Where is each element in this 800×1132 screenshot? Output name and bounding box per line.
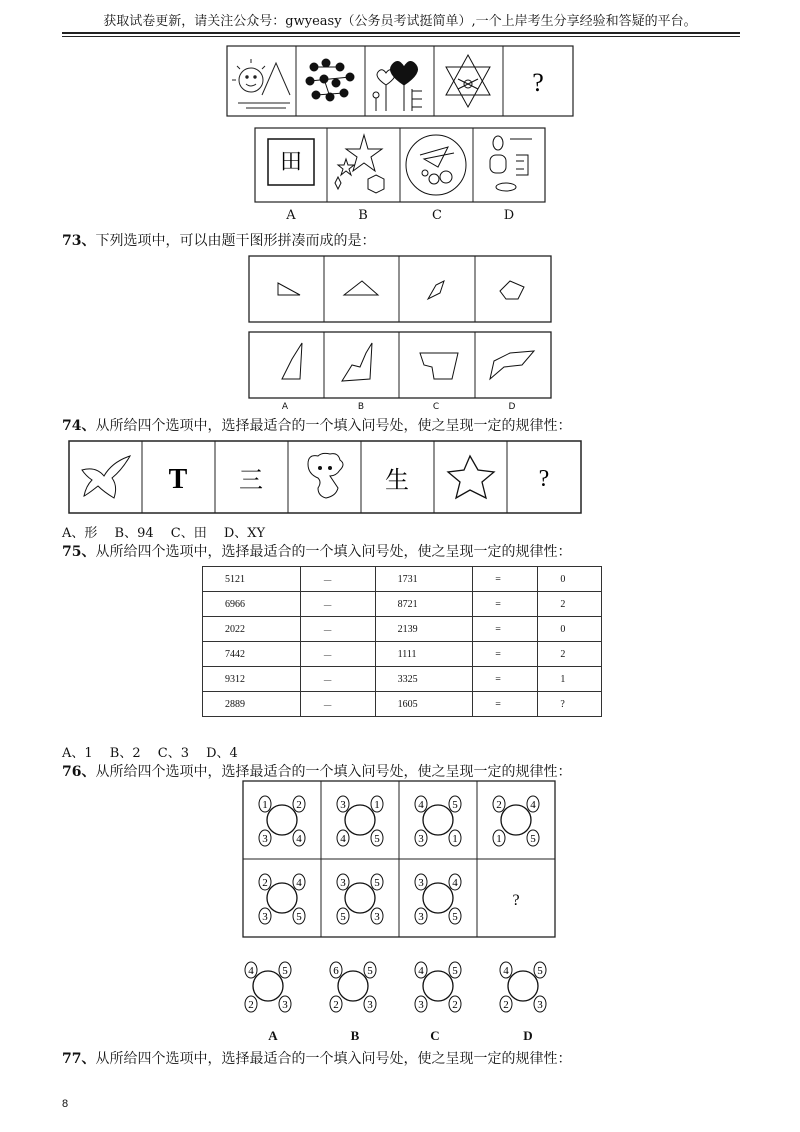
oval-number: 3 xyxy=(282,999,288,1011)
center-circle xyxy=(423,805,453,835)
table-cell: = xyxy=(473,567,538,592)
table-row xyxy=(203,617,602,642)
q75-table xyxy=(202,566,602,717)
table-cell: 1 xyxy=(538,667,602,692)
table-cell: = xyxy=(473,692,538,717)
oval-number: 2 xyxy=(496,799,502,811)
page-number: 8 xyxy=(62,1098,69,1110)
center-circle xyxy=(345,805,375,835)
oval-number: 2 xyxy=(296,799,302,811)
table-cell: 2889 xyxy=(203,692,301,717)
oval-number: 3 xyxy=(418,877,424,889)
q73-question-figure xyxy=(248,255,552,323)
oval-number: 1 xyxy=(496,833,502,845)
q73-option-b-label: B xyxy=(357,402,365,412)
oval-number: 3 xyxy=(340,799,346,811)
q76-option-c-label: C xyxy=(430,1028,440,1043)
q72-options-figure xyxy=(254,127,546,203)
oval-number: 3 xyxy=(262,911,268,923)
center-circle xyxy=(267,883,297,913)
q74-question-mark: ? xyxy=(538,466,550,492)
center-circle xyxy=(267,805,297,835)
center-circle xyxy=(508,971,538,1001)
table-cell: － xyxy=(300,617,375,642)
center-circle xyxy=(423,971,453,1001)
oval-number: 4 xyxy=(452,877,458,889)
oval-number: 1 xyxy=(262,799,268,811)
table-cell: － xyxy=(300,592,375,617)
oval-number: 1 xyxy=(452,833,458,845)
q73-option-c-label: C xyxy=(432,402,440,412)
q77-title: 77、从所给四个选项中，选择最适合的一个填入问号处，使之呈现一定的规律性： xyxy=(62,1051,572,1067)
table-row xyxy=(203,567,602,592)
table-cell: 6966 xyxy=(203,592,301,617)
oval-number: 5 xyxy=(367,965,373,977)
oval-number: 4 xyxy=(248,965,254,977)
q72-question-mark: ? xyxy=(532,68,544,97)
q72-option-c-label: C xyxy=(432,208,442,223)
oval-number: 4 xyxy=(530,799,536,811)
table-cell: = xyxy=(473,667,538,692)
q74-answer-options: A、形 B、94 C、田 D、XY xyxy=(62,526,266,541)
stars-icon xyxy=(335,135,384,193)
q74-title: 74、从所给四个选项中，选择最适合的一个填入问号处，使之呈现一定的规律性： xyxy=(62,418,572,434)
table-cell: 0 xyxy=(538,617,602,642)
oval-number: 1 xyxy=(374,799,380,811)
table-cell: 2022 xyxy=(203,617,301,642)
oval-number: 6 xyxy=(333,965,339,977)
oval-number: 2 xyxy=(503,999,509,1011)
oval-number: 2 xyxy=(262,877,268,889)
option-a-char: 田 xyxy=(279,149,303,174)
header-rule-thin xyxy=(62,36,740,37)
table-cell: = xyxy=(473,592,538,617)
q76-option-a-label: A xyxy=(268,1028,278,1043)
table-cell: 9312 xyxy=(203,667,301,692)
center-circle xyxy=(423,883,453,913)
oval-number: 3 xyxy=(367,999,373,1011)
oval-number: 5 xyxy=(530,833,536,845)
oval-number: 4 xyxy=(296,833,302,845)
table-cell: 3325 xyxy=(375,667,473,692)
q73-option-a-label: A xyxy=(281,402,289,412)
q72-option-d-label: D xyxy=(503,208,515,223)
oval-number: 3 xyxy=(340,877,346,889)
q76-option-b-label: B xyxy=(350,1028,360,1043)
oval-number: 3 xyxy=(418,999,424,1011)
oval-number: 3 xyxy=(374,911,380,923)
table-cell: 8721 xyxy=(375,592,473,617)
star-icon xyxy=(448,456,494,498)
q76-question-mark: ? xyxy=(512,892,520,909)
oval-number: 5 xyxy=(452,799,458,811)
table-cell: 1605 xyxy=(375,692,473,717)
table-row xyxy=(203,692,602,717)
oval-number: 5 xyxy=(296,911,302,923)
oval-number: 5 xyxy=(282,965,288,977)
q75-answer-options: A、1 B、2 C、3 D、4 xyxy=(62,746,238,761)
table-cell: － xyxy=(300,567,375,592)
header-rule xyxy=(62,32,740,34)
oval-number: 4 xyxy=(418,799,424,811)
q74-figure xyxy=(68,440,582,514)
oval-number: 5 xyxy=(340,911,346,923)
page-header: 获取试卷更新，请关注公众号：gwyeasy（公务员考试挺简单）,一个上岸考生分享经验和答疑的平台。 xyxy=(103,14,697,29)
table-cell: 2 xyxy=(538,642,602,667)
center-circle xyxy=(338,971,368,1001)
hearts-icon xyxy=(373,61,422,111)
koala-icon xyxy=(308,453,343,498)
oval-number: 5 xyxy=(537,965,543,977)
q72-question-figure xyxy=(226,45,574,117)
table-row xyxy=(203,592,602,617)
center-circle xyxy=(501,805,531,835)
bird-icon xyxy=(82,456,130,498)
table-cell: 2 xyxy=(538,592,602,617)
oval-number: 3 xyxy=(262,833,268,845)
oval-number: 5 xyxy=(452,965,458,977)
table-cell: － xyxy=(300,642,375,667)
q72-option-b-label: B xyxy=(358,208,368,223)
oval-number: 3 xyxy=(537,999,543,1011)
circle-scribble-icon xyxy=(406,135,466,195)
center-circle xyxy=(345,883,375,913)
q73-title: 73、下列选项中，可以由题干图形拼凑而成的是： xyxy=(62,233,376,249)
q76-title: 76、从所给四个选项中，选择最适合的一个填入问号处，使之呈现一定的规律性： xyxy=(62,764,572,780)
q73-options-figure xyxy=(248,331,552,399)
oval-number: 2 xyxy=(333,999,339,1011)
q76-question-figure xyxy=(242,780,556,938)
table-cell: 5121 xyxy=(203,567,301,592)
table-cell: ? xyxy=(538,692,602,717)
q73-option-d-label: D xyxy=(508,402,516,412)
table-cell: 1111 xyxy=(375,642,473,667)
dots-network-icon xyxy=(306,59,354,101)
sun-icon xyxy=(232,59,290,108)
table-row xyxy=(203,667,602,692)
table-cell: = xyxy=(473,617,538,642)
oval-number: 4 xyxy=(340,833,346,845)
table-cell: 2139 xyxy=(375,617,473,642)
star-of-david-icon xyxy=(446,55,490,107)
q74-cell-san: 三 xyxy=(239,468,263,494)
center-circle xyxy=(253,971,283,1001)
q72-option-a-label: A xyxy=(286,208,296,223)
oval-number: 2 xyxy=(452,999,458,1011)
q75-title: 75、从所给四个选项中，选择最适合的一个填入问号处，使之呈现一定的规律性： xyxy=(62,544,572,560)
shapes-icon xyxy=(490,136,532,191)
table-cell: 1731 xyxy=(375,567,473,592)
q76-options-figure xyxy=(230,950,570,1020)
oval-number: 4 xyxy=(296,877,302,889)
q74-cell-sheng: 生 xyxy=(385,468,409,494)
oval-number: 3 xyxy=(418,911,424,923)
table-cell: － xyxy=(300,667,375,692)
oval-number: 5 xyxy=(374,833,380,845)
q74-cell-t: T xyxy=(168,464,188,495)
oval-number: 2 xyxy=(248,999,254,1011)
table-cell: = xyxy=(473,642,538,667)
oval-number: 4 xyxy=(418,965,424,977)
oval-number: 5 xyxy=(374,877,380,889)
q76-option-d-label: D xyxy=(523,1028,533,1043)
oval-number: 3 xyxy=(418,833,424,845)
table-row xyxy=(203,642,602,667)
oval-number: 5 xyxy=(452,911,458,923)
oval-number: 4 xyxy=(503,965,509,977)
table-cell: 0 xyxy=(538,567,602,592)
table-cell: － xyxy=(300,692,375,717)
table-cell: 7442 xyxy=(203,642,301,667)
